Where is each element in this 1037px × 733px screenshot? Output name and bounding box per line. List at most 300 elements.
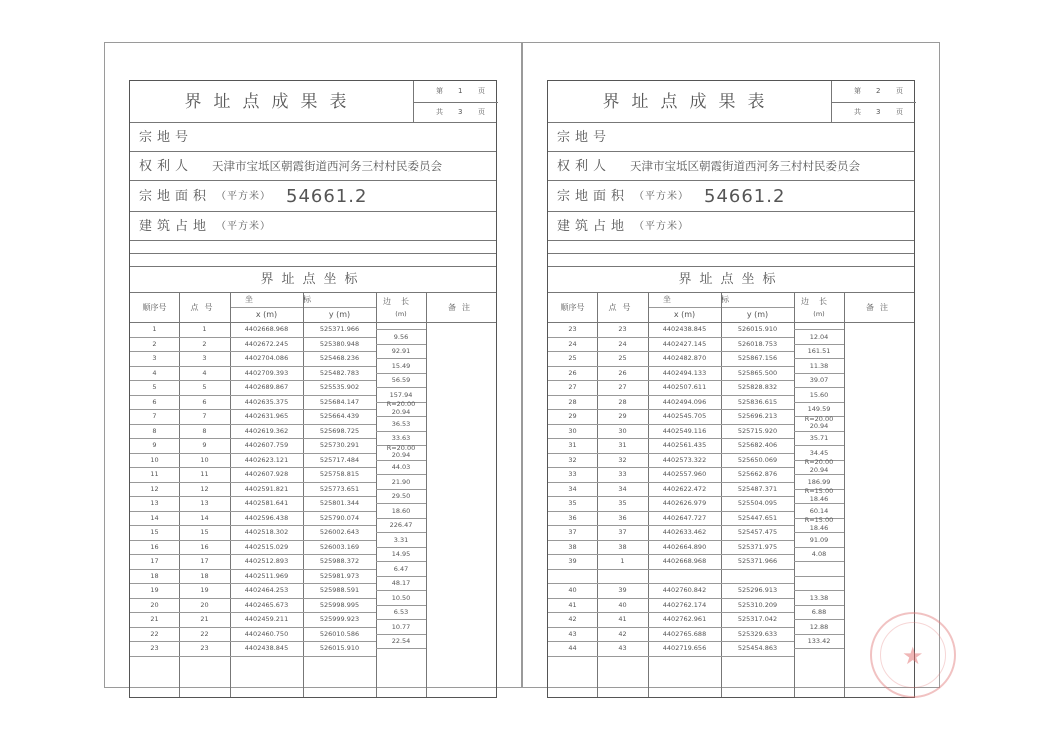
cell-x: 4402482.870: [662, 354, 707, 362]
length-row-divider: [376, 576, 426, 577]
edge-length: 56.59: [391, 376, 411, 384]
length-row-divider: [794, 605, 844, 606]
cell-x: 4402596.438: [244, 513, 289, 522]
cell-x: 4402438.845: [662, 325, 707, 333]
cell-seq: 23: [568, 325, 577, 333]
cell-y: 525682.406: [737, 441, 778, 449]
cell-seq: 4: [152, 368, 157, 377]
page-no: 1: [458, 87, 463, 95]
cell-seq: 35: [568, 499, 577, 507]
edge-length-radius: R=20.00: [804, 458, 834, 466]
cell-y: 525310.209: [737, 600, 778, 609]
cell-x: [648, 569, 721, 584]
cell-seq: 40: [568, 586, 577, 594]
boundary-form: [547, 80, 915, 698]
owner-label: 权利人: [139, 159, 194, 174]
length-row-divider: [376, 634, 426, 635]
cell-pt: 21: [200, 615, 209, 623]
total-suffix: 页: [478, 108, 485, 116]
length-row-divider: [794, 431, 844, 432]
length-row-divider: [376, 547, 426, 548]
coords-heading-row: [548, 267, 914, 293]
cell-y: 525999.923: [319, 615, 360, 623]
boundary-form: [129, 80, 497, 698]
cell-seq: 42: [568, 615, 577, 623]
cell-seq: 34: [568, 484, 577, 493]
length-row-divider: [376, 329, 426, 330]
edge-length: 92.91: [391, 347, 411, 355]
cell-pt: 19: [200, 586, 209, 594]
cell-y: 525790.074: [319, 513, 360, 522]
form-title: 界址点成果表: [602, 92, 777, 112]
length-row-divider: [376, 503, 426, 504]
length-row-divider: [794, 503, 844, 504]
building-unit: （平方米）: [216, 221, 271, 232]
edge-length: 22.54: [391, 637, 411, 645]
cell-x: 4402623.121: [244, 455, 289, 464]
edge-length: 48.17: [391, 579, 411, 587]
cell-seq: 27: [568, 383, 577, 391]
cell-seq: 25: [568, 354, 577, 362]
cell-seq: 32: [568, 455, 577, 464]
page-suffix: 页: [478, 87, 485, 95]
cell-y: 525758.815: [319, 470, 360, 478]
cell-x: 4402465.673: [244, 600, 289, 609]
blank-row: [548, 241, 914, 254]
cell-x: 4402512.893: [244, 557, 289, 565]
cell-x: 4402709.393: [244, 368, 289, 377]
length-row-divider: [794, 387, 844, 388]
cell-y: 525457.475: [737, 528, 778, 536]
edge-length-radius: R=15.00: [804, 516, 834, 524]
edge-length: 13.38: [809, 593, 829, 602]
table-body: [548, 322, 914, 697]
length-row-divider: [376, 431, 426, 432]
edge-length-radius: R=20.00: [804, 414, 834, 423]
cell-y: 525447.651: [737, 513, 778, 522]
cell-x: 4402557.960: [662, 470, 707, 478]
cell-x: 4402647.727: [662, 513, 707, 522]
edge-length-arc: 20.94: [809, 465, 829, 474]
cell-pt: 3: [202, 354, 207, 362]
cell-y: 525650.069: [737, 455, 778, 464]
cell-pt: 38: [618, 542, 627, 551]
cell-seq: 12: [150, 484, 159, 493]
cell-y: 525482.783: [319, 368, 360, 377]
edge-length: 9.56: [393, 332, 409, 341]
cell-x: 4402607.928: [244, 470, 289, 478]
area-value: 54661.2: [704, 186, 786, 207]
cell-y: 525684.147: [319, 397, 360, 406]
cell-seq: 36: [568, 513, 577, 522]
length-row-divider: [794, 358, 844, 359]
cell-pt: 36: [618, 513, 627, 522]
cell-x: 4402511.969: [244, 571, 289, 580]
length-row-divider: [376, 518, 426, 519]
edge-length-arc: 20.94: [391, 451, 411, 459]
cell-pt: 33: [618, 470, 627, 478]
header-seq: 顺序号: [142, 303, 167, 312]
cell-pt: 42: [618, 629, 627, 638]
cell-pt: 34: [618, 484, 627, 493]
form-title: 界址点成果表: [184, 92, 359, 112]
cell-x: 4402719.656: [662, 644, 707, 652]
edge-length-radius: R=20.00: [386, 400, 416, 408]
page-number-box: [831, 81, 916, 123]
cell-y: 526010.586: [319, 629, 360, 638]
page-no: 2: [876, 87, 881, 95]
edge-length: 226.47: [389, 521, 413, 529]
cell-y: 525988.372: [319, 557, 360, 565]
page-total: [414, 102, 498, 123]
cell-x: 4402631.965: [244, 412, 289, 420]
header-length-unit: (m): [813, 310, 825, 318]
coords-heading-row: [130, 267, 496, 293]
cell-seq: 29: [568, 412, 577, 420]
edge-length: 15.60: [809, 390, 829, 399]
length-row-divider: [376, 532, 426, 533]
cell-x: 4402581.641: [244, 499, 289, 507]
parcel-number-row: [548, 123, 914, 152]
cell-seq: 44: [568, 644, 577, 652]
cell-y: 525662.876: [737, 470, 778, 478]
table-header: [548, 293, 914, 323]
edge-length-radius: R=20.00: [386, 443, 416, 452]
cell-y: 525828.832: [737, 383, 778, 391]
page-total: [832, 102, 916, 123]
area-unit: （平方米）: [216, 191, 271, 202]
cell-y: 525664.439: [319, 412, 360, 420]
cell-y: 525715.920: [737, 426, 778, 435]
header-y: y (m): [328, 310, 351, 319]
length-row-divider: [794, 532, 844, 533]
edge-length: 3.31: [393, 535, 409, 544]
cell-seq: 31: [568, 441, 577, 449]
edge-length: 133.42: [807, 637, 831, 645]
building-label: 建筑占地: [139, 219, 212, 234]
header-y: y (m): [746, 310, 769, 319]
cell-x: 4402464.253: [244, 586, 289, 594]
cell-pt: 10: [200, 455, 209, 464]
length-row-divider: [376, 605, 426, 606]
cell-y: 525371.966: [737, 557, 778, 565]
length-row-divider: [376, 474, 426, 475]
cell-pt: 5: [202, 383, 207, 391]
edge-length: 36.53: [391, 419, 411, 428]
coords-heading: 界址点坐标: [678, 272, 784, 287]
page-number-box: [413, 81, 498, 123]
edge-length: 39.07: [809, 376, 829, 384]
edge-length: 15.49: [391, 361, 411, 370]
cell-pt: 27: [618, 383, 627, 391]
header-x: x (m): [255, 310, 278, 319]
cell-pt: 29: [618, 412, 627, 420]
edge-length: 60.14: [809, 506, 829, 515]
cell-seq: [548, 569, 597, 584]
boundary-sheet-page-2: [522, 42, 940, 688]
cell-pt: 11: [200, 470, 209, 478]
cell-pt: 30: [618, 426, 627, 435]
coordinate-table: [548, 293, 914, 697]
edge-length: [376, 445, 426, 460]
length-row-divider: [794, 402, 844, 403]
cell-seq: 41: [568, 600, 577, 609]
length-row-divider: [794, 648, 844, 649]
edge-length: [794, 517, 844, 532]
cell-seq: 33: [568, 470, 577, 478]
cell-pt: 23: [200, 644, 209, 652]
edge-length: 12.88: [809, 622, 829, 631]
cell-y: 525504.095: [737, 499, 778, 507]
cell-pt: 12: [200, 484, 209, 493]
cell-pt: 8: [202, 426, 207, 435]
cell-pt: 4: [202, 368, 207, 377]
length-row-divider: [794, 590, 844, 591]
cell-x: 4402633.462: [662, 528, 707, 536]
owner-value: 天津市宝坻区朝霞街道西河务三村村民委员会: [212, 159, 442, 173]
cell-pt: 7: [202, 412, 207, 420]
cell-seq: 5: [152, 383, 157, 391]
cell-pt: 22: [200, 629, 209, 638]
cell-pt: 31: [618, 441, 627, 449]
cell-pt: 18: [200, 571, 209, 580]
cell-pt: [597, 569, 648, 584]
length-row-divider: [794, 474, 844, 475]
edge-length: 4.08: [811, 550, 827, 558]
cell-seq: 21: [150, 615, 159, 623]
cell-x: 4402760.842: [662, 586, 707, 594]
parcel-label: 宗地号: [557, 130, 612, 145]
coords-heading: 界址点坐标: [260, 272, 366, 287]
cell-pt: 43: [618, 644, 627, 652]
cell-pt: 9: [202, 441, 207, 449]
cell-seq: 30: [568, 426, 577, 435]
header-x: x (m): [673, 310, 696, 319]
cell-x: 4402626.979: [662, 499, 707, 507]
cell-x: 4402619.362: [244, 426, 289, 435]
cell-x: 4402518.302: [244, 528, 289, 536]
table-body: [130, 322, 496, 697]
cell-seq: 17: [150, 557, 159, 565]
cell-y: 525865.500: [737, 368, 778, 377]
total-prefix: 共: [854, 108, 861, 116]
header-coord: 坐标: [663, 295, 779, 304]
cell-x: 4402591.821: [244, 484, 289, 493]
cell-pt: 15: [200, 528, 209, 536]
cell-y: 525371.975: [737, 542, 778, 551]
parcel-number-row: [130, 123, 496, 152]
edge-length: 14.95: [391, 550, 411, 558]
cell-seq: 3: [152, 354, 157, 362]
owner-row: [548, 152, 914, 181]
area-label: 宗地面积: [557, 189, 630, 204]
area-unit: （平方米）: [634, 191, 689, 202]
edge-length: 12.04: [809, 332, 829, 341]
length-row-divider: [794, 344, 844, 345]
owner-label: 权利人: [557, 159, 612, 174]
edge-length: 33.63: [391, 434, 411, 442]
cell-y: 525998.995: [319, 600, 360, 609]
cell-y: 525296.913: [737, 586, 778, 594]
cell-pt: 1: [202, 325, 207, 333]
cell-y: 526015.910: [737, 325, 778, 333]
cell-seq: 11: [150, 470, 159, 478]
cell-y: 525380.948: [319, 339, 360, 348]
cell-x: 4402494.096: [662, 397, 707, 406]
owner-row: [130, 152, 496, 181]
cell-y: 525730.291: [319, 441, 360, 449]
cell-x: 4402622.472: [662, 484, 707, 493]
cell-pt: 35: [618, 499, 627, 507]
length-row-divider: [794, 445, 844, 446]
title-row: [548, 81, 914, 123]
length-row-divider: [794, 576, 844, 577]
length-row-divider: [376, 561, 426, 562]
edge-length: 6.88: [811, 608, 827, 616]
cell-seq: 6: [152, 397, 157, 406]
cell-seq: 2: [152, 339, 157, 348]
page-suffix: 页: [896, 87, 903, 95]
length-row-divider: [794, 619, 844, 620]
cell-y: 525487.371: [737, 484, 778, 493]
area-value: 54661.2: [286, 186, 368, 207]
edge-length: [794, 459, 844, 474]
length-row-divider: [794, 329, 844, 330]
page-prefix: 第: [436, 87, 443, 95]
header-note: 备注: [866, 303, 894, 312]
cell-y: 526003.169: [319, 542, 360, 551]
area-label: 宗地面积: [139, 189, 212, 204]
length-row-divider: [376, 619, 426, 620]
cell-seq: 20: [150, 600, 159, 609]
cell-seq: 18: [150, 571, 159, 580]
length-row-divider: [376, 416, 426, 417]
cell-seq: 10: [150, 455, 159, 464]
cell-seq: 26: [568, 368, 577, 377]
cell-seq: 43: [568, 629, 577, 638]
cell-y: 525371.966: [319, 325, 360, 333]
edge-length-arc: 18.46: [809, 523, 829, 532]
header-point: 点号: [190, 303, 219, 312]
cell-x: 4402549.116: [662, 426, 707, 435]
table-header: [130, 293, 496, 323]
cell-pt: 17: [200, 557, 209, 565]
cell-pt: 20: [200, 600, 209, 609]
cell-pt: 32: [618, 455, 627, 464]
edge-length-arc: 20.94: [391, 407, 411, 416]
length-row-divider: [376, 344, 426, 345]
cell-y: 525773.651: [319, 484, 360, 493]
edge-length: 21.90: [391, 477, 411, 486]
cell-y: 525836.615: [737, 397, 778, 406]
cell-seq: 22: [150, 629, 159, 638]
cell-pt: 39: [618, 586, 627, 594]
total-no: 3: [458, 108, 463, 116]
cell-pt: 1: [620, 557, 625, 565]
edge-length: 10.50: [391, 593, 411, 602]
cell-seq: 7: [152, 412, 157, 420]
parcel-label: 宗地号: [139, 130, 194, 145]
cell-seq: 13: [150, 499, 159, 507]
cell-y: 525696.213: [737, 412, 778, 420]
cell-seq: 39: [568, 557, 577, 565]
edge-length: [376, 401, 426, 416]
edge-length: 91.09: [809, 535, 829, 544]
length-row-divider: [794, 373, 844, 374]
cell-seq: 23: [150, 644, 159, 652]
cell-x: 4402664.890: [662, 542, 707, 551]
coordinate-table: [130, 293, 496, 697]
total-prefix: 共: [436, 108, 443, 116]
parcel-area-row: [130, 181, 496, 212]
total-no: 3: [876, 108, 881, 116]
edge-length: 18.60: [391, 506, 411, 515]
cell-pt: 23: [618, 325, 627, 333]
cell-x: 4402762.961: [662, 615, 707, 623]
cell-y: 525454.863: [737, 644, 778, 652]
cell-x: 4402460.750: [244, 629, 289, 638]
cell-seq: 37: [568, 528, 577, 536]
cell-pt: 2: [202, 339, 207, 348]
length-row-divider: [794, 547, 844, 548]
edge-length: 186.99: [807, 477, 831, 486]
cell-y: 526002.643: [319, 528, 360, 536]
length-row-divider: [376, 648, 426, 649]
cell-pt: 28: [618, 397, 627, 406]
cell-x: 4402635.375: [244, 397, 289, 406]
cell-y: 525867.156: [737, 354, 778, 362]
length-row-divider: [376, 460, 426, 461]
cell-seq: 1: [152, 325, 157, 333]
cell-pt: 14: [200, 513, 209, 522]
cell-y: 526015.910: [319, 644, 360, 652]
parcel-area-row: [548, 181, 914, 212]
cell-y: 525468.236: [319, 354, 360, 362]
cell-pt: 41: [618, 615, 627, 623]
blank-row: [548, 254, 914, 267]
cell-seq: 16: [150, 542, 159, 551]
header-seq: 顺序号: [560, 303, 585, 312]
official-seal: [870, 612, 956, 698]
building-label: 建筑占地: [557, 219, 630, 234]
building-area-row: [548, 212, 914, 241]
cell-x: 4402689.867: [244, 383, 289, 391]
edge-length: 6.53: [393, 608, 409, 616]
cell-x: 4402561.435: [662, 441, 707, 449]
cell-y: 525801.344: [319, 499, 360, 507]
cell-seq: 9: [152, 441, 157, 449]
cell-seq: 15: [150, 528, 159, 536]
cell-x: 4402704.086: [244, 354, 289, 362]
header-length: 边长: [801, 297, 837, 306]
cell-x: 4402459.211: [244, 615, 289, 623]
cell-y: 525981.973: [319, 571, 360, 580]
length-row-divider: [376, 358, 426, 359]
edge-length: 157.94: [389, 390, 413, 399]
length-row-divider: [376, 489, 426, 490]
cell-x: 4402668.968: [662, 557, 707, 565]
building-area-row: [130, 212, 496, 241]
edge-length: [794, 416, 844, 431]
cell-x: 4402427.145: [662, 339, 707, 348]
cell-x: 4402672.245: [244, 339, 289, 348]
cell-x: 4402545.705: [662, 412, 707, 420]
cell-seq: 28: [568, 397, 577, 406]
cell-x: 4402515.029: [244, 542, 289, 551]
page-current: [414, 81, 498, 103]
cell-pt: 24: [618, 339, 627, 348]
edge-length: 161.51: [807, 347, 831, 355]
